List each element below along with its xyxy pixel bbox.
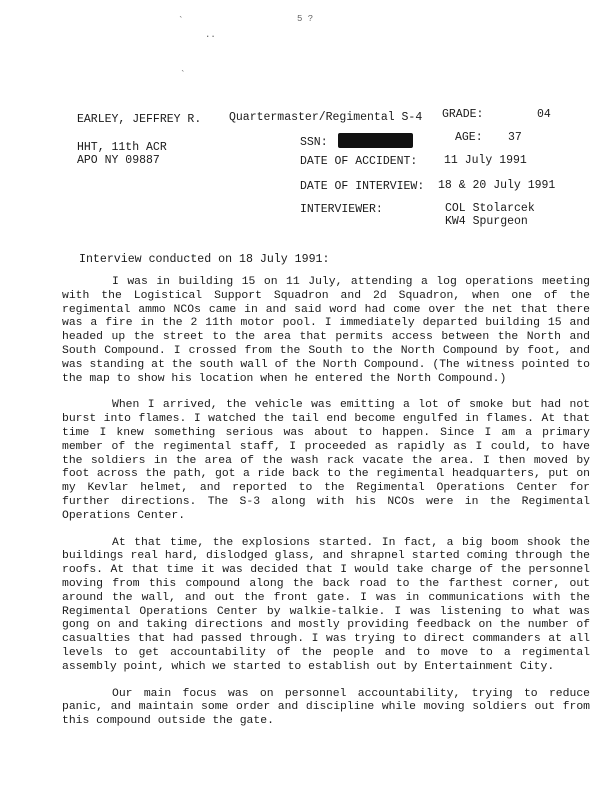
paragraph: When I arrived, the vehicle was emitting a lot of smoke but had not burst into flames. I watched the tail end become engulfed in flames. At that time I knew something serious was about to happen. Since I am a primary member of the regimental staff, I proceeded as rapidly as I could, to have the soldiers in the area of the wash rack vacate the area. I then moved by foot across the path, got a ride back to the regimental headquarters, put on my Kevlar helmet, and reported to the Regimental Operations Center for further directions. The S-3 along with his NCOs were in the Regimental Operations Center.	[62, 399, 590, 522]
paragraph: I was in building 15 on 11 July, attending a log operations meeting with the Logistical Support Squadron and 2d Squadron, when one of the regimental ammo NCOs came in and said word had come over the net that there was a fire in the 2 11th motor pool. I immediately departed building 15 and headed up the street to the area that permits access between the North and South Compound. I crossed from the South to the North Compound by foot, and was standing at the south wall of the North Compound. (The witness pointed to the map to show his location when he entered the North Compound.)	[62, 276, 590, 385]
scan-speck: ..	[205, 30, 216, 40]
interviewee-position: Quartermaster/Regimental S-4	[229, 111, 423, 124]
interviewer-1: COL Stolarcek	[445, 202, 535, 215]
interview-date-value: 18 & 20 July 1991	[438, 179, 556, 192]
unit-line-2: APO NY 09887	[77, 154, 160, 167]
accident-date-label: DATE OF ACCIDENT:	[300, 155, 418, 168]
interview-date-label: DATE OF INTERVIEW:	[300, 180, 425, 193]
age-label: AGE:	[455, 131, 483, 144]
interview-intro: Interview conducted on 18 July 1991:	[79, 253, 330, 266]
age-value: 37	[508, 131, 522, 144]
scan-speck: `	[178, 16, 184, 26]
grade-label: GRADE:	[442, 108, 484, 121]
paragraph: At that time, the explosions started. In fact, a big boom shook the buildings real hard, dislodged glass, and shrapnel started coming through the roofs. At that time it was decided that I would take charge of the personnel moving from this compound along the back road to the farthest corner, out around the wall, and out the front gate. I was in communications with the Regimental Operations Center by walkie-talkie. I was listening to what was gong on and taking directions and mostly providing feedback on the number of casualties that had passed through. I was trying to direct commanders at all levels to get accountability of the people and to move to a regimental assembly point, which we started to establish out by Entertainment City.	[62, 536, 590, 673]
ssn-label: SSN:	[300, 136, 328, 149]
interviewer-2: KW4 Spurgeon	[445, 215, 528, 228]
paragraph: Our main focus was on personnel accountability, trying to reduce panic, and maintain some order and discipline while moving soldiers out from this compound outside the gate.	[62, 687, 590, 728]
unit-line-1: HHT, 11th ACR	[77, 141, 167, 154]
page-mark: 5 ?	[297, 14, 314, 24]
grade-value: 04	[537, 108, 551, 121]
interviewer-label: INTERVIEWER:	[300, 203, 383, 216]
ssn-redaction	[338, 133, 413, 148]
interviewee-name: EARLEY, JEFFREY R.	[77, 113, 202, 126]
interview-body	[62, 276, 590, 742]
accident-date-value: 11 July 1991	[444, 154, 527, 167]
scan-speck: `	[180, 70, 186, 80]
